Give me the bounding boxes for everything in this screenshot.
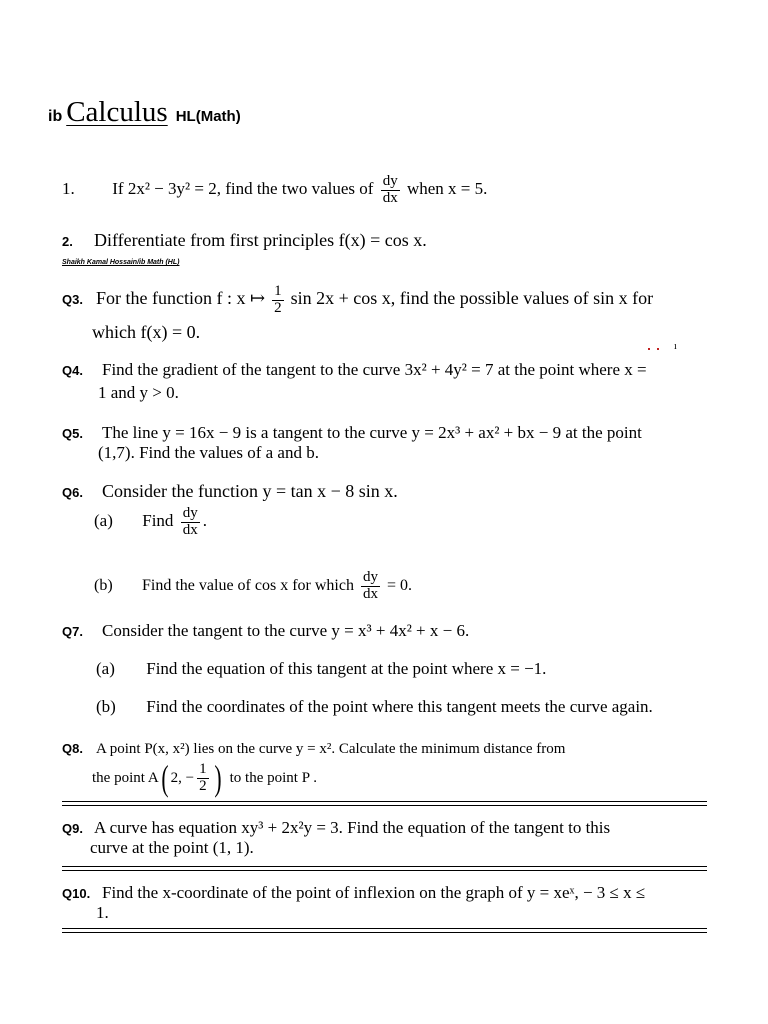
header-prefix: ib [48, 108, 63, 125]
part-label: (a) [96, 659, 115, 678]
part-text: Find the equation of this tangent at the point where x = −1. [146, 659, 547, 678]
question-label: Q7. [62, 624, 83, 639]
question-text: Differentiate from first principles f(x) = cos x. [94, 230, 427, 250]
question-label: Q4. [62, 363, 83, 378]
question-9-line-2: curve at the point (1, 1). [90, 838, 254, 857]
header [48, 96, 241, 129]
fraction-numerator: dy [362, 569, 378, 585]
question-label: Q10. [62, 886, 91, 901]
question-text: when x = 5. [406, 179, 488, 199]
fraction-denominator: dx [382, 189, 398, 206]
question-7 [62, 621, 469, 641]
header-suffix: HL(Math) [175, 108, 241, 125]
fraction-numerator: dy [382, 173, 398, 189]
question-7a [96, 659, 546, 679]
question-text: The line y = 16x − 9 is a tangent to the curve y = 2x³ + ax² + bx − 9 at the point [102, 423, 642, 442]
divider [62, 928, 707, 933]
question-label: Q8. [62, 741, 83, 756]
part-text-end: . [202, 511, 207, 531]
question-6b [94, 570, 412, 603]
derivative-fraction [381, 174, 400, 207]
half-fraction [197, 762, 209, 795]
author-credit: Shaikh Kamal Hossain/ib Math (HL) [62, 259, 180, 266]
question-label: Q6. [62, 485, 83, 500]
scan-speck [648, 348, 650, 350]
part-label: (a) [94, 511, 113, 531]
scan-mark: ı [674, 341, 677, 352]
question-text: A curve has equation xy³ + 2x²y = 3. Find the equation of the tangent to this [94, 818, 611, 837]
question-10-line-2: 1. [96, 903, 109, 922]
question-10 [62, 883, 645, 903]
question-text: to the point P . [229, 769, 318, 786]
question-text: sin 2x + cos x, find the possible values of sin x for [290, 287, 654, 308]
page-title: Calculus [66, 96, 168, 128]
question-text: A point P(x, x²) lies on the curve y = x². Calculate the minimum distance from [96, 741, 566, 757]
question-label: Q9. [62, 821, 83, 836]
part-label: (b) [94, 576, 113, 594]
question-3 [62, 284, 653, 317]
half-fraction [272, 284, 284, 317]
fraction-numerator: 1 [199, 760, 207, 777]
part-text-end: = 0. [386, 576, 412, 594]
scan-speck [657, 348, 659, 350]
question-6 [62, 481, 398, 502]
divider [62, 866, 707, 871]
question-8 [62, 740, 565, 758]
part-text: Find the value of cos x for which [142, 576, 354, 594]
right-paren: ) [214, 758, 222, 798]
part-text: Find the coordinates of the point where this tangent meets the curve again. [146, 697, 653, 716]
fraction-numerator: 1 [274, 283, 282, 299]
question-4 [62, 360, 647, 380]
divider [62, 801, 707, 806]
question-text: For the function f : x ↦ [96, 287, 266, 308]
question-6a [94, 506, 207, 539]
question-label: Q3. [62, 291, 83, 307]
derivative-fraction [181, 506, 200, 539]
fraction-denominator: 2 [274, 299, 282, 316]
point-coordinates: 2, − [170, 769, 195, 786]
question-8-line-2 [92, 760, 317, 796]
question-5 [62, 423, 642, 443]
part-text: Find [142, 511, 174, 531]
question-text: Consider the function y = tan x − 8 sin x. [102, 481, 398, 501]
question-9 [62, 818, 610, 838]
question-7b [96, 697, 653, 717]
question-4-line-2: 1 and y > 0. [98, 383, 179, 402]
fraction-denominator: dx [362, 585, 378, 602]
question-text: Consider the tangent to the curve y = x³ + 4x² + x − 6. [102, 621, 470, 640]
question-3-line-2: which f(x) = 0. [92, 322, 201, 342]
question-5-line-2: (1,7). Find the values of a and b. [98, 443, 319, 462]
question-text: Find the gradient of the tangent to the curve 3x² + 4y² = 7 at the point where x = [102, 360, 647, 379]
fraction-numerator: dy [182, 505, 198, 521]
question-2 [62, 230, 427, 251]
question-text: If 2x² − 3y² = 2, find the two values of [112, 179, 374, 199]
fraction-denominator: 2 [199, 777, 207, 794]
part-label: (b) [96, 697, 116, 716]
question-text: Find the x-coordinate of the point of inflexion on the graph of y = xeˣ, − 3 ≤ x ≤ [102, 883, 646, 902]
question-1 [62, 174, 487, 207]
fraction-denominator: dx [182, 521, 198, 538]
left-paren: ( [161, 758, 169, 798]
question-text: the point A [92, 769, 159, 786]
question-label: 1. [62, 179, 75, 199]
derivative-fraction [361, 570, 380, 603]
question-label: Q5. [62, 426, 83, 441]
question-label: 2. [62, 234, 73, 249]
